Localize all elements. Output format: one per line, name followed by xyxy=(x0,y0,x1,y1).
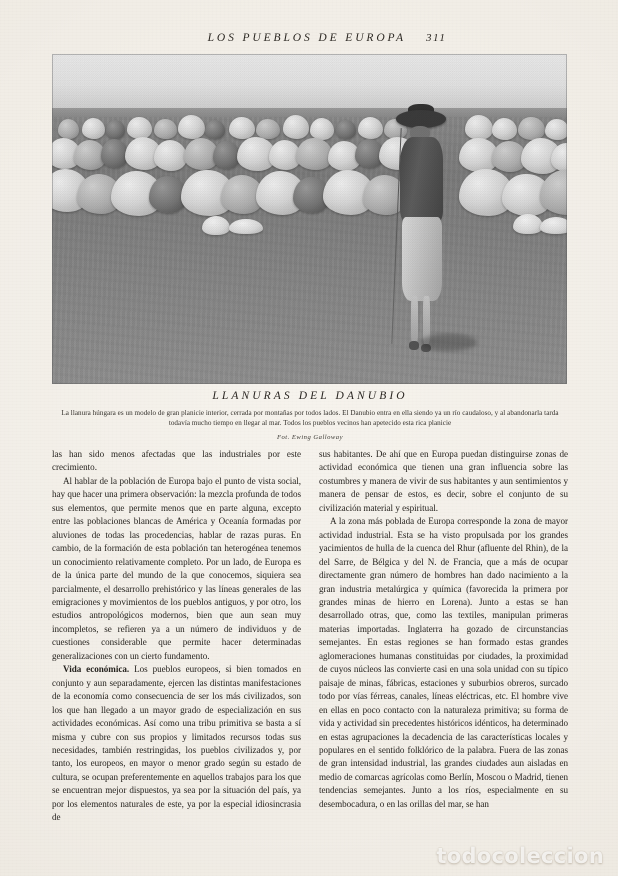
paragraph: sus habitantes. De ahí que en Europa puedan distinguirse zonas de actividad económica que tienen una gran influencia sobre las costumbres y manera de vivir de sus habitantes y aun sentimientos y manera de pensar de estos, es decir, sobre el conjunto de su civilización material y espiritual. xyxy=(319,449,568,513)
paragraph xyxy=(52,663,301,824)
paragraph: Al hablar de la población de Europa bajo el punto de vista social, hay que hacer una primera observación: la mezcla profunda de todos sus elementos, que permite menos que en parte alguna, excepto entre las poblaciones blancas de América y Oceanía formadas por aluviones de todas las procedencias, hablar de razas puras. En cambio, de la formación de esta población tan heterogénea tenemos un conocimiento relativamente completo. Por un lado, de Europa es de la única parte del mundo de la que conocemos, siquiera sea parcialmente, el desarrollo prehistórico y las líneas generales de las emigraciones y movimientos de los pueblos antiguos, y por otro, los estudios antropológicos modernos, bien que aun sean muy incompletos, se refieren ya a un número de individuos y de cuestiones considerable que permite hacer determinadas generalizaciones con un cierto fundamento. xyxy=(52,475,301,661)
photo-image xyxy=(52,54,567,384)
photo-sheep-flock xyxy=(52,112,567,231)
site-watermark: todocoleccion xyxy=(436,844,604,868)
paragraph: las han sido menos afectadas que las industriales por este crecimiento. xyxy=(52,449,301,473)
figure-photograph xyxy=(52,54,567,384)
photo-shepherd xyxy=(385,110,462,364)
photo-credit: Fot. Ewing Galloway xyxy=(276,433,344,441)
caption-title: LLANURAS DEL DANUBIO xyxy=(212,390,408,402)
paragraph-text: Los pueblos europeos, si bien tomados en conjunto y aun separadamente, ejercen las distintas manifestaciones de la economía como consecuencia de ser los más civilizados, son los que han llegado a un mayor grado de especialización en sus actividades económicas. Así como una tribu primitiva se basta a sí misma y cubre con sus propios y limitados recursos todas sus necesidades, también restringidas, los pueblos civilizados y, por tanto, los europeos, en mayor o menor grado según su estado de cultura, se ocupan preferentemente en aquellos trabajos para los que se encuentran mejor dispuestos, ya sea por la situación del país, ya por los elementos naturales de este, ya por la especial idiosincrasia de xyxy=(52,664,301,823)
page-number: 311 xyxy=(425,32,447,44)
figure-caption xyxy=(52,390,568,441)
section-heading: Vida económica. xyxy=(63,664,130,675)
shepherd-staff xyxy=(391,128,402,344)
photo-sky xyxy=(52,54,567,110)
body-column-left xyxy=(52,448,301,848)
running-header xyxy=(0,28,618,46)
running-header-title: LOS PUEBLOS DE EUROPA xyxy=(207,32,406,44)
caption-text: La llanura húngara es un modelo de gran planicie interior, cerrada por montañas por todos lados. El Danubio entra en ella siendo ya un río caudaloso, y al abandonarla tarda todavía mucho tiempo en llegar al mar. Todos los pueblos vecinos han apetecido esta rica planicie xyxy=(61,409,559,428)
body-column-right xyxy=(319,448,568,848)
body-columns xyxy=(52,448,568,848)
paragraph: A la zona más poblada de Europa corresponde la zona de mayor actividad industrial. Esta se ha visto propulsada por los grandes yacimientos de hulla de la cuenca del Rhur (afluente del Rhin), de la del Sarre, de Bélgica y del N. de Francia, que a más de ocupar directamente gran número de hombres han dado nacimiento a la gran industria metalúrgica y química (favorecida la primera por grandes minas de hierro en Lorena). Junto a estas se han desarrollado otras, que, como las textiles, manipulan primeras materias importadas. Inglaterra ha gozado de circunstancias semejantes. En estas regiones se han formado estas grandes aglomeraciones humanas constituidas por ciudades, la proximidad de cuyos núcleos las convierte casi en una sola unidad con su típico paisaje de minas, fábricas, estaciones y suburbios obreros, surcado todo por vías férreas, canales, líneas eléctricas, etc. El hombre vive en ellas en poco contacto con la naturaleza primitiva; su forma de vida y actividad sin precedentes históricos idénticos, ha determinado en estas agrupaciones la decadencia de las características locales y populares en el sentido folklórico de la palabra. Fuera de las zonas de gran intensidad industrial, las grandes ciudades aun aisladas en medio de comarcas agrícolas como Berlín, Moscou o Madrid, tienen tendencias semejantes. Junto a los ríos, especialmente en su desembocadura, o en las orillas del mar, se han xyxy=(319,516,568,809)
